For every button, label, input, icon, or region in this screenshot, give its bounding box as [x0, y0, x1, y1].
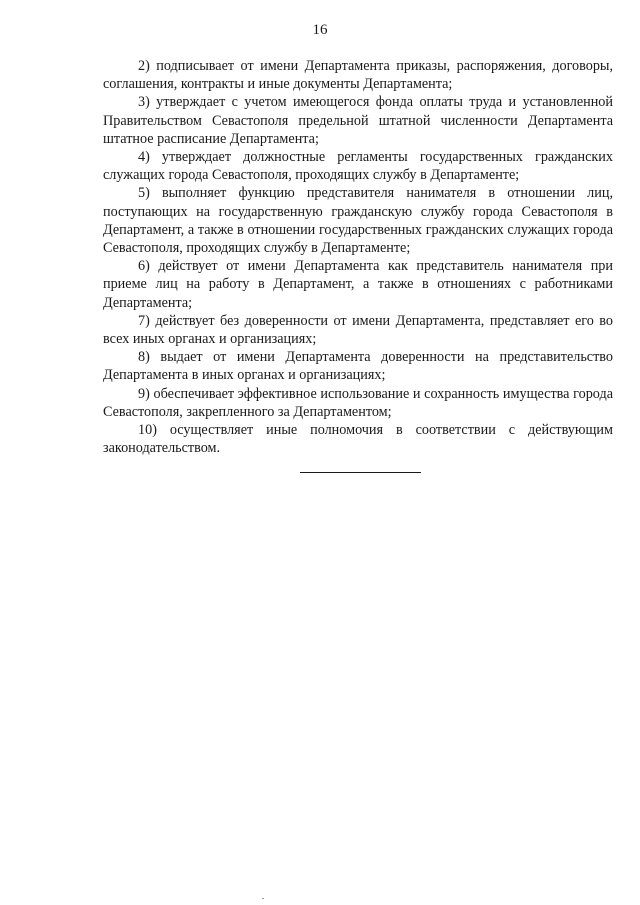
paragraph-item-6: 6) действует от имени Департамента как представитель нанимателя при приеме лиц на работу в Департамент, а также в отношениях с работниками Департамента; — [103, 258, 613, 311]
document-body — [103, 57, 613, 457]
paragraph-item-5: 5) выполняет функцию представителя нанимателя в отношении лиц, поступающих на государственную гражданскую службу города Севастополя в Департамент, а также в отношении государственных гражданских служащих города Севастополя, проходящих службу в Департаменте; — [103, 185, 613, 257]
paragraph-item-3: 3) утверждает с учетом имеющегося фонда оплаты труда и установленной Правительством Севастополя предельной штатной численности Департамента штатное расписание Департамента; — [103, 94, 613, 147]
page-number: 16 — [312, 22, 328, 38]
paragraph-item-2: 2) подписывает от имени Департамента приказы, распоряжения, договоры, соглашения, контракты и иные документы Департамента; — [103, 58, 613, 93]
end-divider-line — [300, 472, 421, 473]
paragraph-item-9: 9) обеспечивает эффективное использование и сохранность имущества города Севастополя, закрепленного за Департаментом; — [103, 385, 613, 420]
paragraph-item-8: 8) выдает от имени Департамента доверенности на представительство Департамента в иных органах и организациях; — [103, 349, 613, 384]
paragraph-item-10: 10) осуществляет иные полномочия в соответствии с действующим законодательством. — [103, 422, 613, 457]
paragraph-item-7: 7) действует без доверенности от имени Департамента, представляет его во всех иных органах и организациях; — [103, 312, 613, 348]
paragraph-item-4: 4) утверждает должностные регламенты государственных гражданских служащих города Севастополя, проходящих службу в Департаменте; — [103, 149, 613, 184]
scan-dot — [262, 898, 264, 899]
